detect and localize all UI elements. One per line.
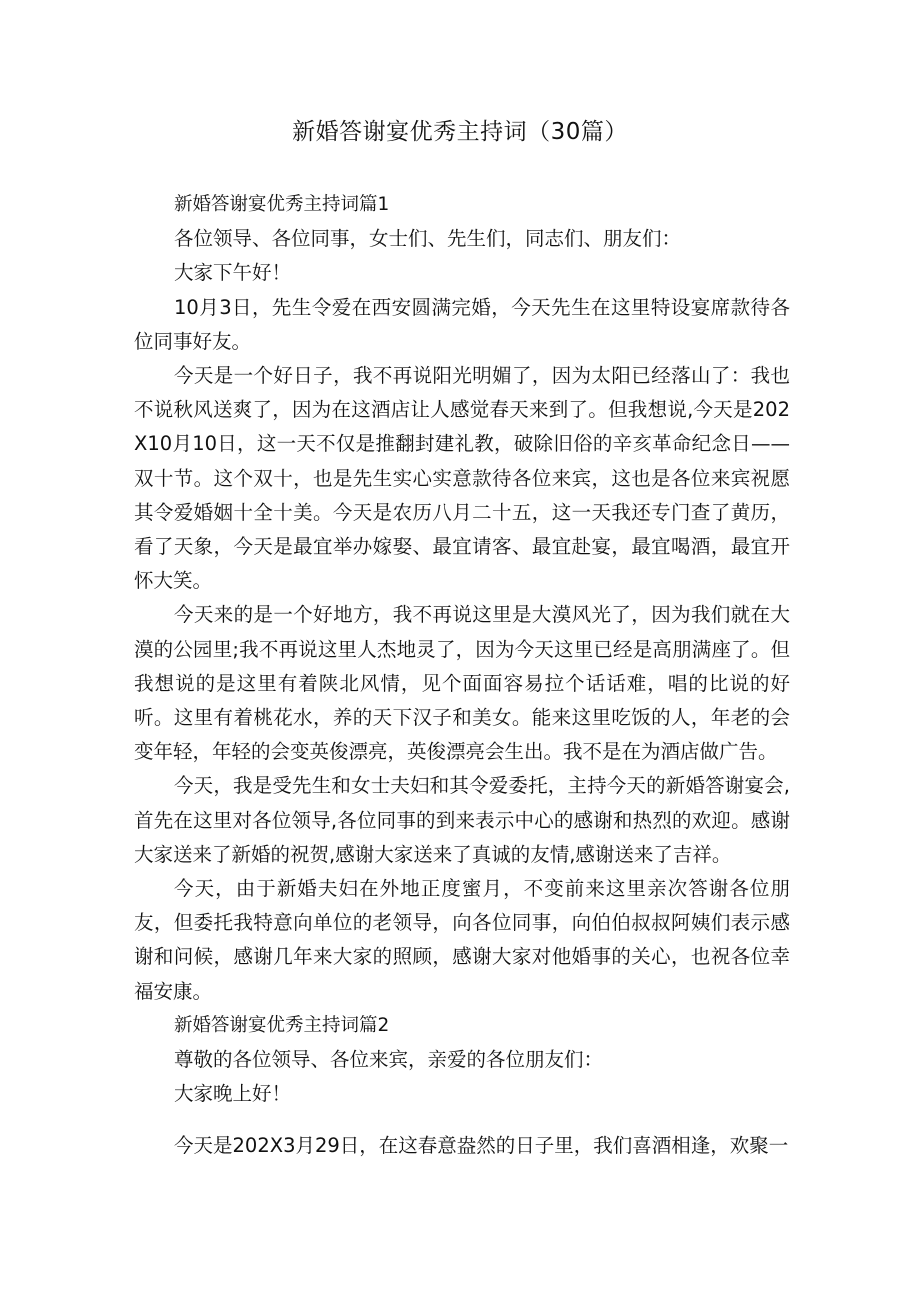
- paragraph: 今天，我是受先生和女士夫妇和其令爱委托，主持今天的新婚答谢宴会,首先在这里对各位领导,各位同事的到来表示中心的感谢和热烈的欢迎。感谢大家送来了新婚的祝贺,感谢大家送来了真诚的友情,感谢送来了吉祥。: [134, 774, 790, 866]
- paragraph-gap: [134, 1111, 790, 1129]
- paragraph: 大家下午好！: [174, 261, 292, 285]
- document-body: [134, 188, 790, 1164]
- paragraph: 今天是202X3月29日，在这春意盎然的日子里，我们喜酒相逢，欢聚一: [174, 1134, 789, 1158]
- section-heading-2: 新婚答谢宴优秀主持词篇2: [174, 1014, 390, 1036]
- paragraph: 今天是一个好日子，我不再说阳光明媚了，因为太阳已经落山了：我也不说秋风送爽了，因为在这酒店让人感觉春天来到了。但我想说,今天是202X10月10日，这一天不仅是推翻封建礼教，破除旧俗的辛亥革命纪念日——双十节。这个双十，也是先生实心实意款待各位来宾，这也是各位来宾祝愿其令爱婚姻十全十美。今天是农历八月二十五，这一天我还专门查了黄历，看了天象，今天是最宜举办嫁娶、最宜请客、最宜赴宴，最宜喝酒，最宜开怀大笑。: [134, 364, 790, 593]
- paragraph: 大家晚上好！: [174, 1082, 292, 1106]
- paragraph: 10月3日，先生令爱在西安圆满完婚，今天先生在这里特设宴席款待各位同事好友。: [134, 295, 790, 353]
- document-title: 新婚答谢宴优秀主持词（30篇）: [292, 119, 628, 145]
- paragraph: 今天，由于新婚夫妇在外地正度蜜月，不变前来这里亲次答谢各位朋友，但委托我特意向单位的老领导，向各位同事，向伯伯叔叔阿姨们表示感谢和问候，感谢几年来大家的照顾，感谢大家对他婚事的关心，也祝各位幸福安康。: [134, 877, 790, 1003]
- section-heading-1: 新婚答谢宴优秀主持词篇1: [174, 194, 390, 215]
- paragraph: 今天来的是一个好地方，我不再说这里是大漠风光了，因为我们就在大漠的公园里;我不再说这里人杰地灵了，因为今天这里已经是高朋满座了。但我想说的是这里有着陕北风情，见个面面容易拉个话话难，唱的比说的好听。这里有着桃花水，养的天下汉子和美女。能来这里吃饭的人，年老的会变年轻，年轻的会变英俊漂亮，英俊漂亮会生出。我不是在为酒店做广告。: [134, 603, 790, 764]
- paragraph: 尊敬的各位领导、各位来宾，亲爱的各位朋友们：: [174, 1048, 604, 1072]
- paragraph: 各位领导、各位同事，女士们、先生们，同志们、朋友们：: [174, 227, 682, 251]
